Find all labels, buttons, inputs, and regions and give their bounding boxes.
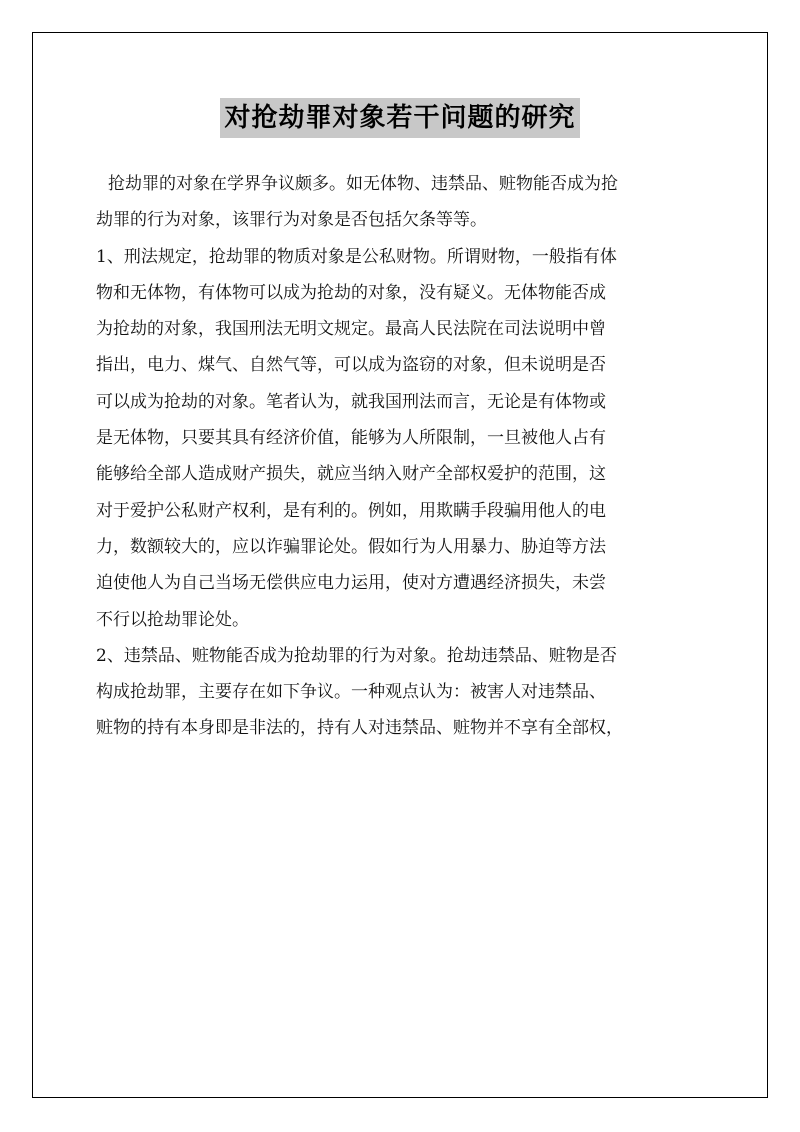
text-line: 赃物的持有本身即是非法的，持有人对违禁品、赃物并不享有全部权， [96,718,623,739]
text-line: 力，数额较大的，应以诈骗罪论处。假如行为人用暴力、胁迫等方法 [96,536,606,557]
text-line: 能够给全部人造成财产损失，就应当纳入财产全部权爱护的范围，这 [96,464,606,485]
text-line: 抢劫罪的对象在学界争议颇多。如无体物、违禁品、赃物能否成为抢 [108,174,618,194]
text-line: 对于爱护公私财产权利，是有利的。例如，用欺瞒手段骗用他人的电 [96,500,606,521]
text-line: 2、违禁品、赃物能否成为抢劫罪的行为对象。抢劫违禁品、赃物是否 [96,645,617,666]
title-container [0,98,800,138]
document-body [96,166,716,747]
text-line: 1、刑法规定，抢劫罪的物质对象是公私财物。所谓财物，一般指有体 [96,246,617,267]
text-line: 可以成为抢劫的对象。笔者认为，就我国刑法而言，无论是有体物或 [96,391,606,412]
text-line: 为抢劫的对象，我国刑法无明文规定。最高人民法院在司法说明中曾 [96,319,606,340]
text-line: 物和无体物，有体物可以成为抢劫的对象，没有疑义。无体物能否成 [96,282,606,303]
text-line: 是无体物，只要其具有经济价值，能够为人所限制，一旦被他人占有 [96,428,606,449]
text-line: 不行以抢劫罪论处。 [96,609,249,630]
text-line: 迫使他人为自己当场无偿供应电力运用，使对方遭遇经济损失，未尝 [96,573,606,594]
text-line: 劫罪的行为对象，该罪行为对象是否包括欠条等等。 [96,210,487,231]
text-line: 指出，电力、煤气、自然气等，可以成为盗窃的对象，但未说明是否 [96,355,606,376]
document-title: 对抢劫罪对象若干问题的研究 [220,98,579,138]
text-line: 构成抢劫罪，主要存在如下争议。一种观点认为：被害人对违禁品、 [96,682,606,703]
